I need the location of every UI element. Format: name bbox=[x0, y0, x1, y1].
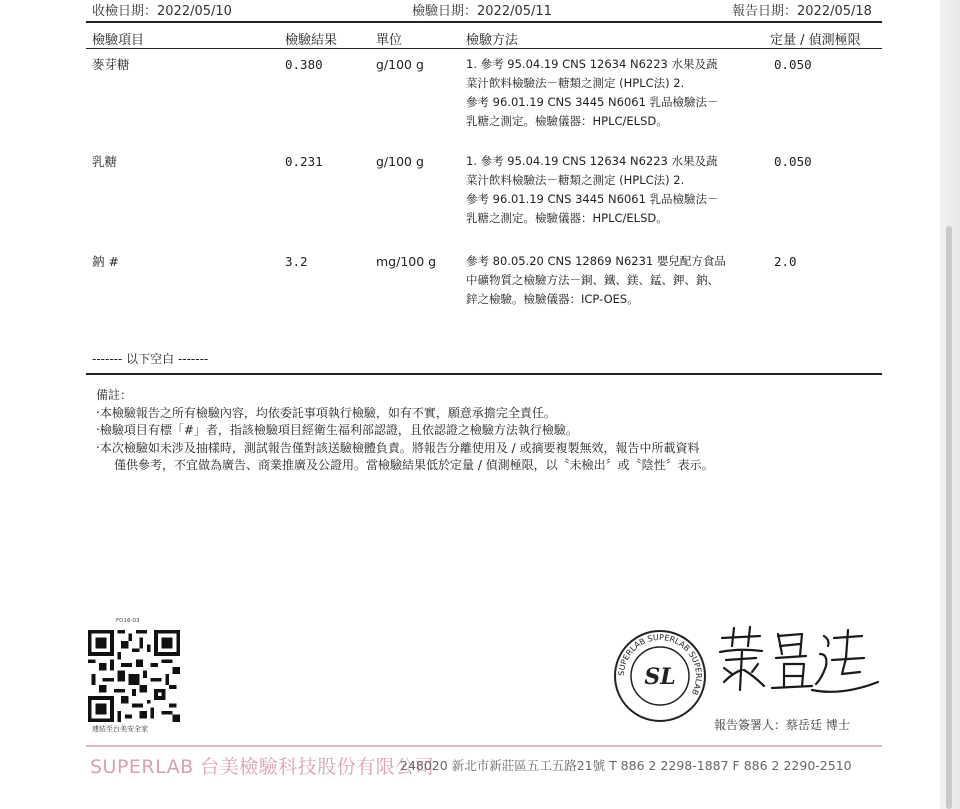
row1-unit: g/100 g bbox=[376, 57, 424, 72]
end-of-results: ------- 以下空白 ------- bbox=[92, 352, 209, 366]
company-brand: SUPERLAB 台美檢驗科技股份有限公司 bbox=[90, 756, 435, 778]
header-top-rule bbox=[86, 21, 882, 23]
company-address: 248020 新北市新莊區五工五路21號 T 886 2 2298-1887 F 886 2 2290-2510 bbox=[400, 758, 852, 773]
test-date: 檢驗日期：2022/05/11 bbox=[412, 4, 552, 19]
row3-method-line2: 中礦物質之檢驗方法－銅、鐵、鎂、錳、鉀、鈉、 bbox=[466, 273, 719, 287]
row1-method-line2: 菜汁飲料檢驗法－糖類之測定 (HPLC法) 2. bbox=[466, 76, 685, 90]
row3-method-line1: 參考 80.05.20 CNS 12869 N6231 嬰兒配方食品 bbox=[466, 254, 726, 268]
handwritten-signature bbox=[712, 624, 882, 704]
col-item: 檢驗項目 bbox=[92, 33, 145, 48]
notes-section bbox=[96, 387, 886, 475]
report-signer: 報告簽署人：蔡岳廷 博士 bbox=[714, 718, 850, 732]
row2-unit: g/100 g bbox=[376, 154, 424, 169]
row1-limit: 0.050 bbox=[774, 57, 812, 72]
row3-result: 3.2 bbox=[285, 254, 308, 269]
row2-method bbox=[466, 152, 766, 228]
row3-limit: 2.0 bbox=[774, 254, 797, 269]
notes-title: 備註： bbox=[96, 388, 133, 402]
row2-method-line2: 菜汁飲料檢驗法－糖類之測定 (HPLC法) 2. bbox=[466, 173, 685, 187]
row3-item: 鈉 # bbox=[92, 254, 119, 269]
row1-item: 麥芽糖 bbox=[92, 57, 130, 72]
row3-unit: mg/100 g bbox=[376, 254, 437, 269]
row1-method-line1: 1. 參考 95.04.19 CNS 12634 N6223 水果及蔬 bbox=[466, 57, 718, 71]
seal-center-text: SL bbox=[644, 664, 676, 690]
qr-code-image[interactable] bbox=[88, 630, 180, 722]
header-bottom-rule bbox=[86, 48, 882, 49]
seal-ring-text: SUPERLAB SUPERLAB SUPERLAB bbox=[616, 632, 704, 697]
row1-method-line4: 乳糖之測定。檢驗儀器：HPLC/ELSD。 bbox=[466, 114, 668, 128]
form-code: FO16-03 bbox=[116, 618, 140, 624]
row2-item: 乳糖 bbox=[92, 154, 118, 169]
note-2: ‧檢驗項目有標「#」者，指該檢驗項目經衛生福利部認證，且依認證之檢驗方法執行檢驗。 bbox=[96, 423, 578, 437]
row1-method bbox=[466, 55, 766, 131]
col-limit: 定量 / 偵測極限 bbox=[770, 33, 861, 48]
col-method: 檢驗方法 bbox=[466, 33, 519, 48]
row3-method-line3: 鋅之檢驗。檢驗儀器：ICP-OES。 bbox=[466, 292, 639, 306]
scrollbar[interactable] bbox=[946, 226, 952, 809]
notes-top-rule bbox=[86, 373, 882, 375]
row1-result: 0.380 bbox=[285, 57, 323, 72]
footer-rule bbox=[86, 745, 882, 747]
superlab-seal-icon bbox=[612, 628, 708, 724]
col-result: 檢驗結果 bbox=[285, 33, 338, 48]
col-unit: 單位 bbox=[376, 33, 403, 48]
row2-method-line3: 參考 96.01.19 CNS 3445 N6061 乳品檢驗法－ bbox=[466, 192, 719, 206]
note-3: ‧本次檢驗如未涉及抽樣時，測試報告僅對該送驗檢體負責。將報告分離使用及 / 或摘要複製無效，報告中所載資料 bbox=[96, 440, 700, 455]
received-date: 收檢日期：2022/05/10 bbox=[92, 4, 232, 19]
note-3-continuation: 僅供參考，不宜做為廣告、商業推廣及公證用。當檢驗結果低於定量 / 偵測極限，以〝未檢出〞或〝陰性〞表示。 bbox=[114, 458, 714, 472]
report-date: 報告日期：2022/05/18 bbox=[732, 4, 872, 19]
row3-method bbox=[466, 252, 766, 309]
row2-method-line4: 乳糖之測定。檢驗儀器：HPLC/ELSD。 bbox=[466, 211, 668, 225]
row2-limit: 0.050 bbox=[774, 154, 812, 169]
row2-method-line1: 1. 參考 95.04.19 CNS 12634 N6223 水果及蔬 bbox=[466, 154, 718, 168]
note-1: ‧本檢驗報告之所有檢驗內容，均依委託事項執行檢驗，如有不實，願意承擔完全責任。 bbox=[96, 405, 556, 420]
qr-caption: 連結至台美安全家 bbox=[92, 725, 148, 733]
row2-result: 0.231 bbox=[285, 154, 323, 169]
row1-method-line3: 參考 96.01.19 CNS 3445 N6061 乳品檢驗法－ bbox=[466, 95, 719, 109]
